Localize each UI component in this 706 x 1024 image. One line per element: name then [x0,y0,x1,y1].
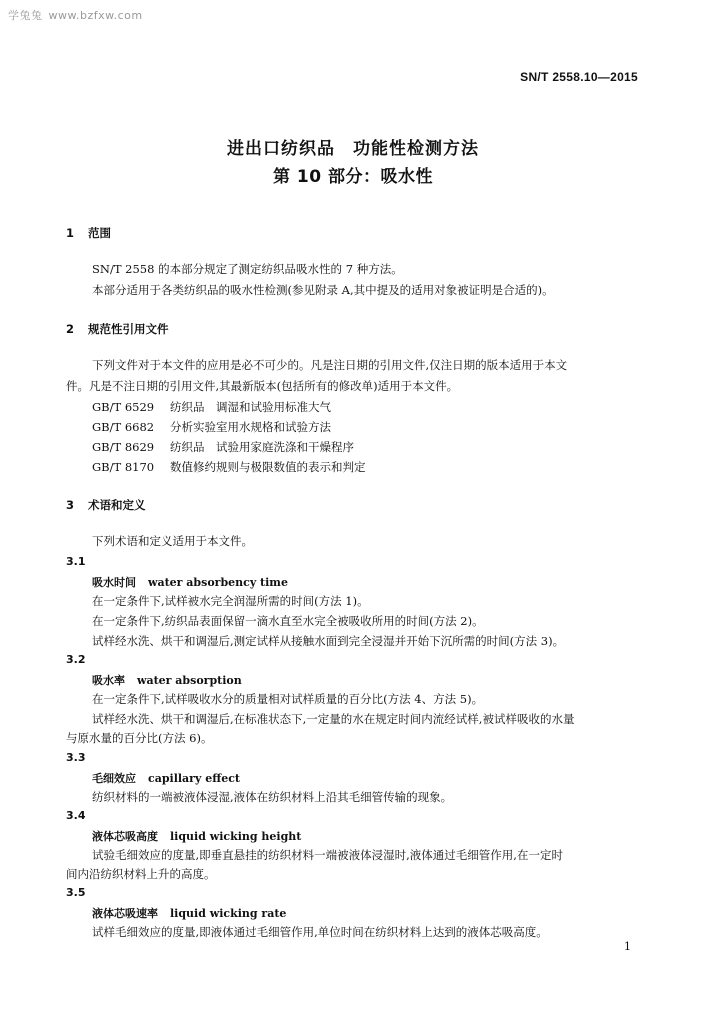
watermark-url: www.bzfxw.com [48,9,143,22]
normative-paragraph-line-1: 下列文件对于本文件的应用是必不可少的。凡是注日期的引用文件,仅注日期的版本适用于本文 [92,358,568,372]
term-heading [92,574,288,590]
scope-paragraph-2: 本部分适用于各类纺织品的吸水性检测(参见附录 A,其中提及的适用对象被证明是合适的)。 [92,283,554,297]
reference-item [92,460,366,474]
section-number: 1 [66,226,75,240]
term-definition-line: 在一定条件下,试样被水完全润湿所需的时间(方法 1)。 [92,594,369,608]
document-title: 进出口纺织品 功能性检测方法 [227,139,479,159]
section-title: 规范性引用文件 [88,322,169,336]
term-english: liquid wicking height [170,830,302,843]
term-chinese: 吸水率 [92,674,125,687]
term-chinese: 毛细效应 [92,772,136,785]
section-3-heading [66,497,146,513]
terms-intro: 下列术语和定义适用于本文件。 [92,534,253,548]
term-chinese: 液体芯吸高度 [92,830,158,843]
clause-number: 3.5 [66,886,86,899]
term-chinese: 吸水时间 [92,576,136,589]
watermark-site: 学兔兔 [8,9,43,22]
reference-title: 纺织品 试验用家庭洗涤和干燥程序 [170,440,354,454]
section-2-heading [66,321,169,337]
watermark [8,7,143,23]
reference-title: 数值修约规则与极限数值的表示和判定 [170,460,366,474]
clause-number: 3.3 [66,751,86,764]
scope-paragraph-1: SN/T 2558 的本部分规定了测定纺织品吸水性的 7 种方法。 [92,262,403,276]
term-heading [92,905,286,921]
document-subtitle: 第 10 部分：吸水性 [273,167,433,187]
term-definition-line: 试验毛细效应的度量,即垂直悬挂的纺织材料一端被液体浸湿时,液体通过毛细管作用,在一定时 [92,848,563,862]
term-definition-line: 试样经水洗、烘干和调湿后,测定试样从接触水面到完全浸湿并开始下沉所需的时间(方法 3)。 [92,634,565,648]
clause-number: 3.2 [66,653,86,666]
reference-code: GB/T 8629 [92,440,155,454]
clause-number: 3.1 [66,555,86,568]
section-title: 术语和定义 [88,498,146,512]
section-1-heading [66,225,111,241]
term-english: capillary effect [148,772,241,785]
section-title: 范围 [88,226,111,240]
standard-number: SN/T 2558.10—2015 [520,70,638,84]
section-number: 2 [66,322,75,336]
reference-code: GB/T 6529 [92,400,155,414]
term-definition-line: 试样毛细效应的度量,即液体通过毛细管作用,单位时间在纺织材料上达到的液体芯吸高度。 [92,925,548,939]
term-definition-line: 与原水量的百分比(方法 6)。 [66,731,213,745]
reference-code: GB/T 6682 [92,420,155,434]
term-definition-line: 在一定条件下,试样吸收水分的质量相对试样质量的百分比(方法 4、方法 5)。 [92,692,484,706]
normative-paragraph-line-2: 件。凡是不注日期的引用文件,其最新版本(包括所有的修改单)适用于本文件。 [66,379,459,393]
reference-code: GB/T 8170 [92,460,155,474]
term-english: water absorption [137,674,242,687]
term-english: liquid wicking rate [170,907,287,920]
page-number: 1 [624,940,631,953]
term-english: water absorbency time [148,576,288,589]
term-definition-line: 在一定条件下,纺织品表面保留一滴水直至水完全被吸收所用的时间(方法 2)。 [92,614,484,628]
term-heading [92,828,301,844]
reference-item [92,400,331,414]
reference-item [92,420,331,434]
reference-item [92,440,354,454]
term-heading [92,672,242,688]
term-definition-line: 纺织材料的一端被液体浸湿,液体在纺织材料上沿其毛细管传输的现象。 [92,790,453,804]
term-definition-line: 试样经水洗、烘干和调湿后,在标准状态下,一定量的水在规定时间内流经试样,被试样吸收的水量 [92,712,575,726]
term-definition-line: 间内沿纺织材料上升的高度。 [66,867,216,881]
reference-title: 分析实验室用水规格和试验方法 [170,420,331,434]
clause-number: 3.4 [66,809,86,822]
reference-title: 纺织品 调湿和试验用标准大气 [170,400,331,414]
section-number: 3 [66,498,75,512]
term-chinese: 液体芯吸速率 [92,907,158,920]
term-heading [92,770,240,786]
